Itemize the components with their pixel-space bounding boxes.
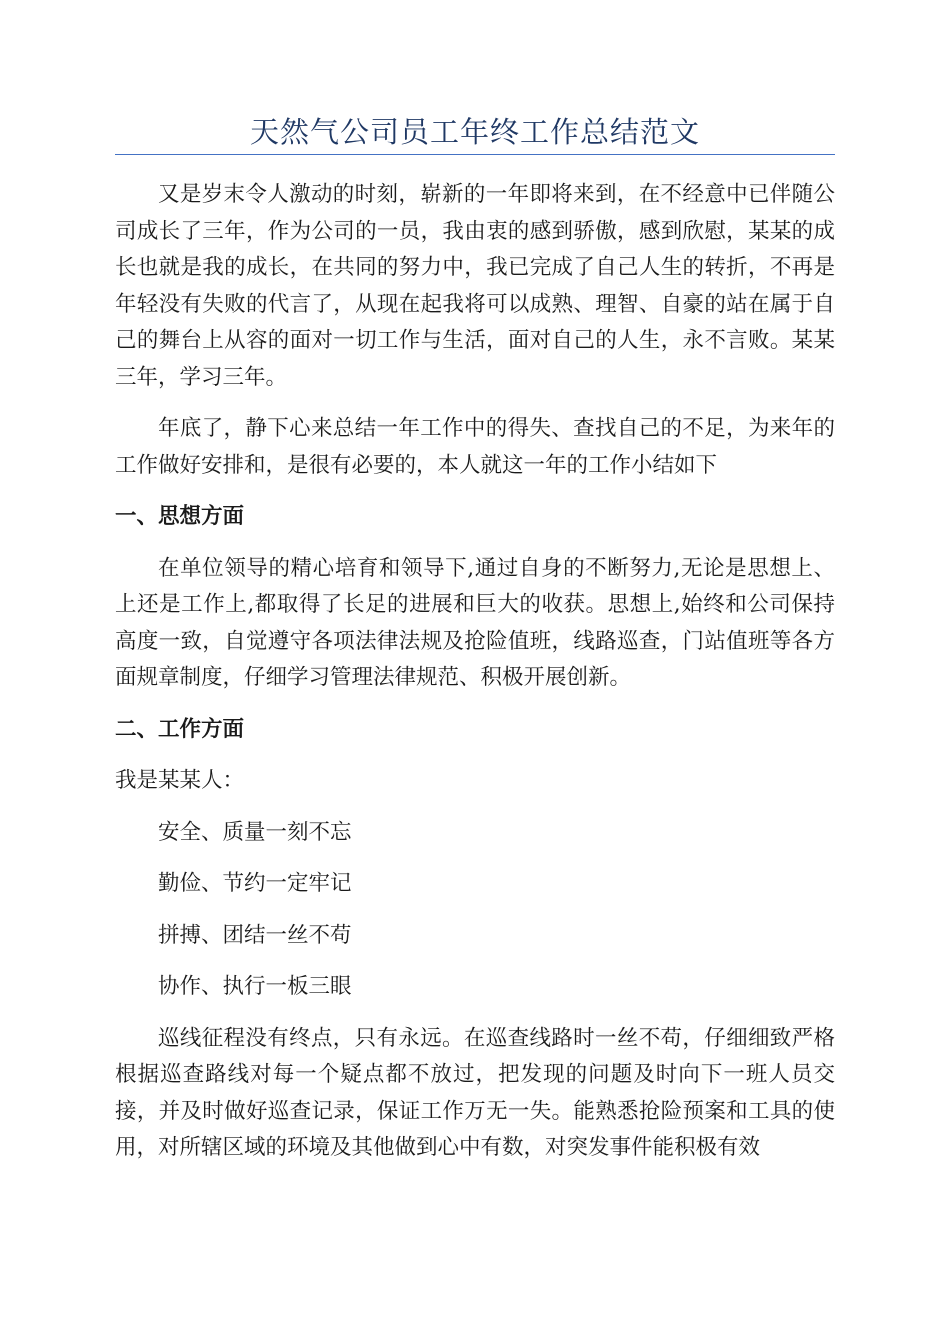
motto-line: 安全、质量一刻不忘 <box>158 819 352 845</box>
section-paragraph-work: 巡线征程没有终点，只有永远。在巡查线路时一丝不苟，仔细细致严格根据巡查路线对每一个疑点都不放过，把发现的问题及时向下一班人员交接，并及时做好巡查记录，保证工作万无一失。能熟悉抢险预案和工具的使用，对所辖区域的环境及其他做到心中有数，对突发事件能积极有效 <box>115 1025 835 1160</box>
section-paragraph-thought: 在单位领导的精心培育和领导下,通过自身的不断努力,无论是思想上、上还是工作上,都取得了长足的进展和巨大的收获。思想上,始终和公司保持高度一致，自觉遵守各项法律法规及抢险值班，线路巡查，门站值班等各方面规章制度，仔细学习管理法律规范、积极开展创新。 <box>115 555 835 690</box>
document-body <box>115 177 835 1167</box>
title-underline <box>115 154 835 155</box>
section-heading-work: 二、工作方面 <box>115 716 245 742</box>
motto-line: 勤俭、节约一定牢记 <box>158 871 352 896</box>
intro-paragraph-2: 年底了，静下心来总结一年工作中的得失、查找自己的不足，为来年的工作做好安排和，是很有必要的，本人就这一年的工作小结如下 <box>115 416 835 478</box>
work-intro-line: 我是某某人： <box>115 768 245 793</box>
document-title: 天然气公司员工年终工作总结范文 <box>249 115 700 149</box>
intro-paragraph-1: 又是岁末令人激动的时刻，崭新的一年即将来到，在不经意中已伴随公司成长了三年，作为公司的一员，我由衷的感到骄傲，感到欣慰，某某的成长也就是我的成长，在共同的努力中，我已完成了自己人生的转折，不再是年轻没有失败的代言了，从现在起我将可以成熟、理智、自豪的站在属于自己的舞台上从容的面对一切工作与生活，面对自己的人生，永不言败。某某三年，学习三年。 <box>115 182 835 390</box>
section-heading-thought: 一、思想方面 <box>115 504 245 529</box>
motto-line: 拼搏、团结一丝不苟 <box>158 922 352 948</box>
motto-line: 协作、执行一板三眼 <box>158 974 352 999</box>
